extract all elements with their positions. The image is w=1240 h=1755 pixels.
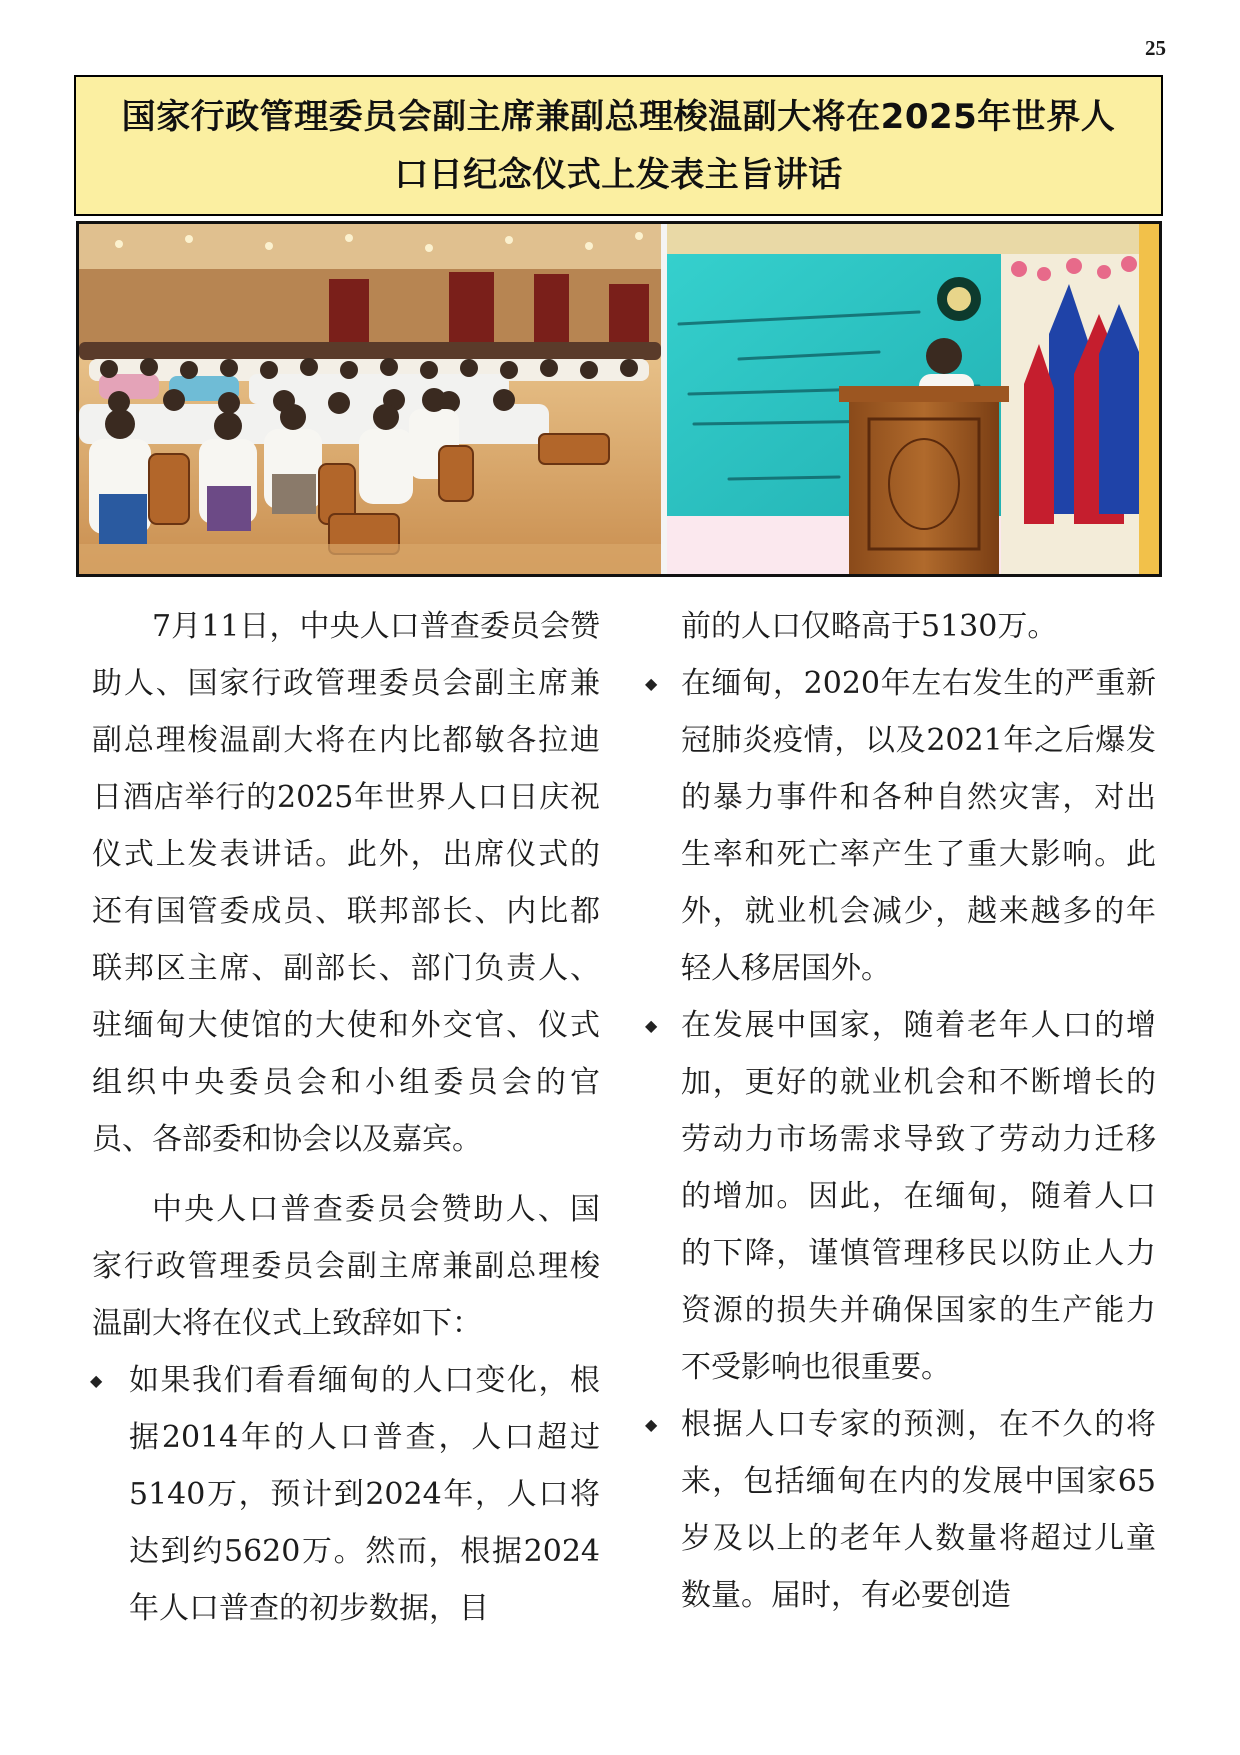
photo-strip	[76, 221, 1162, 577]
bullet-continuation: 前的人口仅略高于5130万。	[681, 609, 1058, 644]
diamond-bullet-icon: ◆	[90, 1371, 103, 1390]
title-line-2: 口日纪念仪式上发表主旨讲话	[394, 154, 843, 195]
title-banner	[74, 75, 1163, 216]
diamond-bullet-icon: ◆	[645, 674, 658, 693]
speaker-at-podium-photo	[667, 224, 1159, 574]
bullet-text: 如果我们看看缅甸的人口变化，根据2014年的人口普查，人口超过5140万，预计到2024年，人口将达到约5620万。然而，根据2024年人口普查的初步数据，目	[129, 1363, 600, 1626]
list-item	[645, 655, 1156, 997]
list-item	[92, 1352, 600, 1637]
right-column	[645, 598, 1156, 1718]
list-item	[645, 1396, 1156, 1624]
left-column	[92, 598, 600, 1718]
bullet-text: 根据人口专家的预测，在不久的将来，包括缅甸在内的发展中国家65岁及以上的老年人数量将超过儿童数量。届时，有必要创造	[681, 1407, 1156, 1613]
page-number: 25	[1145, 36, 1166, 60]
audience-photo	[79, 224, 661, 574]
title-line-1: 国家行政管理委员会副主席兼副总理梭温副大将在2025年世界人	[121, 96, 1116, 137]
photo-collage	[79, 224, 1159, 574]
intro-paragraph: 7月11日，中央人口普查委员会赞助人、国家行政管理委员会副主席兼副总理梭温副大将在内比都敏各拉迪日酒店举行的2025年世界人口日庆祝仪式上发表讲话。此外，出席仪式的还有国管委成员、联邦部长、内比都联邦区主席、副部长、部门负责人、驻缅甸大使馆的大使和外交官、仪式组织中央委员会和小组委员会的官员、各部委和协会以及嘉宾。	[92, 609, 600, 1157]
list-item	[645, 997, 1156, 1396]
article-title	[76, 88, 1161, 204]
bullet-text: 在缅甸，2020年左右发生的严重新冠肺炎疫情，以及2021年之后爆发的暴力事件和各种自然灾害，对出生率和死亡率产生了重大影响。此外，就业机会减少，越来越多的年轻人移居国外。	[681, 666, 1156, 986]
speech-intro-paragraph: 中央人口普查委员会赞助人、国家行政管理委员会副主席兼副总理梭温副大将在仪式上致辞如下：	[92, 1192, 600, 1341]
diamond-bullet-icon: ◆	[645, 1415, 658, 1434]
bullet-text: 在发展中国家，随着老年人口的增加，更好的就业机会和不断增长的劳动力市场需求导致了劳动力迁移的增加。因此，在缅甸，随着人口的下降，谨慎管理移民以防止人力资源的损失并确保国家的生产能力不受影响也很重要。	[681, 1008, 1156, 1385]
diamond-bullet-icon: ◆	[645, 1016, 658, 1035]
